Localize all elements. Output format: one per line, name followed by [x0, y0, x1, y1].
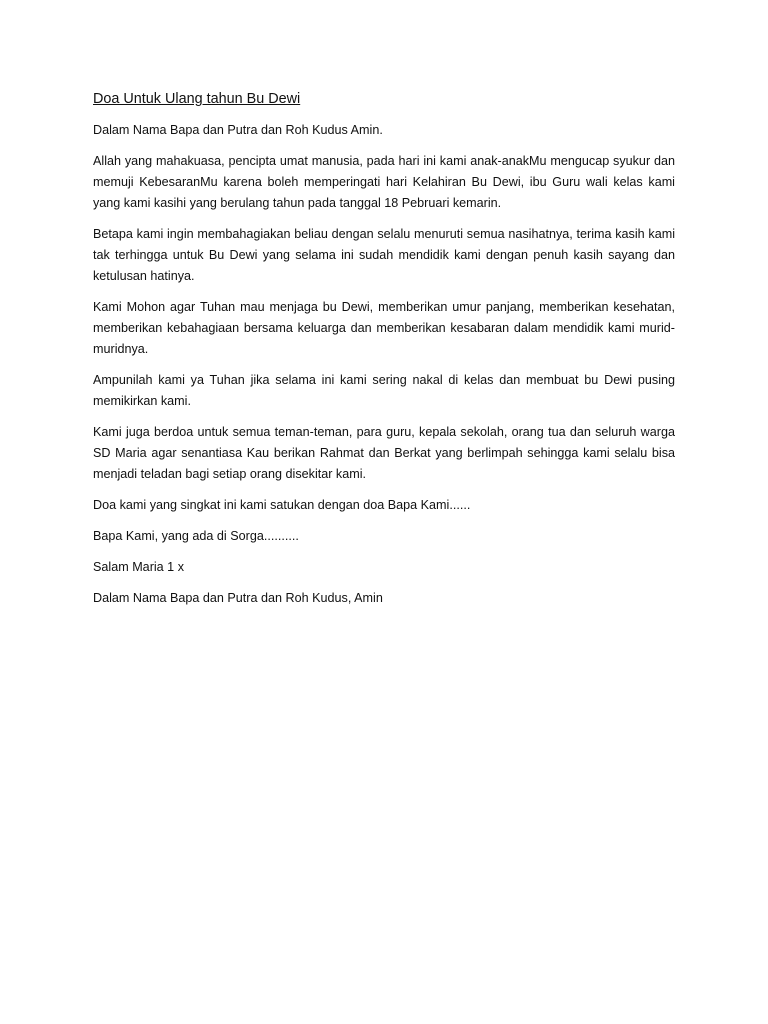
- body-paragraph: Doa kami yang singkat ini kami satukan dengan doa Bapa Kami......: [93, 498, 471, 512]
- closing-paragraph: Dalam Nama Bapa dan Putra dan Roh Kudus, Amin: [93, 591, 383, 605]
- prayer-line: Bapa Kami, yang ada di Sorga..........: [93, 529, 299, 543]
- document-page: [93, 88, 675, 619]
- document-title: Doa Untuk Ulang tahun Bu Dewi: [93, 91, 301, 107]
- prayer-line: Salam Maria 1 x: [93, 560, 184, 574]
- body-paragraph: Kami juga berdoa untuk semua teman-teman, para guru, kepala sekolah, orang tua dan seluruh warga SD Maria agar senantiasa Kau berikan Rahmat dan Berkat yang berlimpah sehingga kami selalu bisa menjadi teladan bagi setiap orang disekitar kami.: [93, 425, 675, 481]
- body-paragraph: Betapa kami ingin membahagiakan beliau dengan selalu menuruti semua nasihatnya, terima kasih kami tak terhingga untuk Bu Dewi yang selama ini sudah mendidik kami dengan penuh kasih sayang dan ketulusan hatinya.: [93, 227, 675, 283]
- body-paragraph: Allah yang mahakuasa, pencipta umat manusia, pada hari ini kami anak-anakMu mengucap syukur dan memuji KebesaranMu karena boleh memperingati hari Kelahiran Bu Dewi, ibu Guru wali kelas kami yang kami kasihi yang berulang tahun pada tanggal 18 Pebruari kemarin.: [93, 154, 675, 210]
- body-paragraph: Kami Mohon agar Tuhan mau menjaga bu Dewi, memberikan umur panjang, memberikan kesehatan, memberikan kebahagiaan bersama keluarga dan memberikan kesabaran dalam mendidik kami murid-muridnya.: [93, 300, 675, 356]
- body-paragraph: Ampunilah kami ya Tuhan jika selama ini kami sering nakal di kelas dan membuat bu Dewi pusing memikirkan kami.: [93, 373, 675, 408]
- opening-paragraph: Dalam Nama Bapa dan Putra dan Roh Kudus Amin.: [93, 123, 383, 137]
